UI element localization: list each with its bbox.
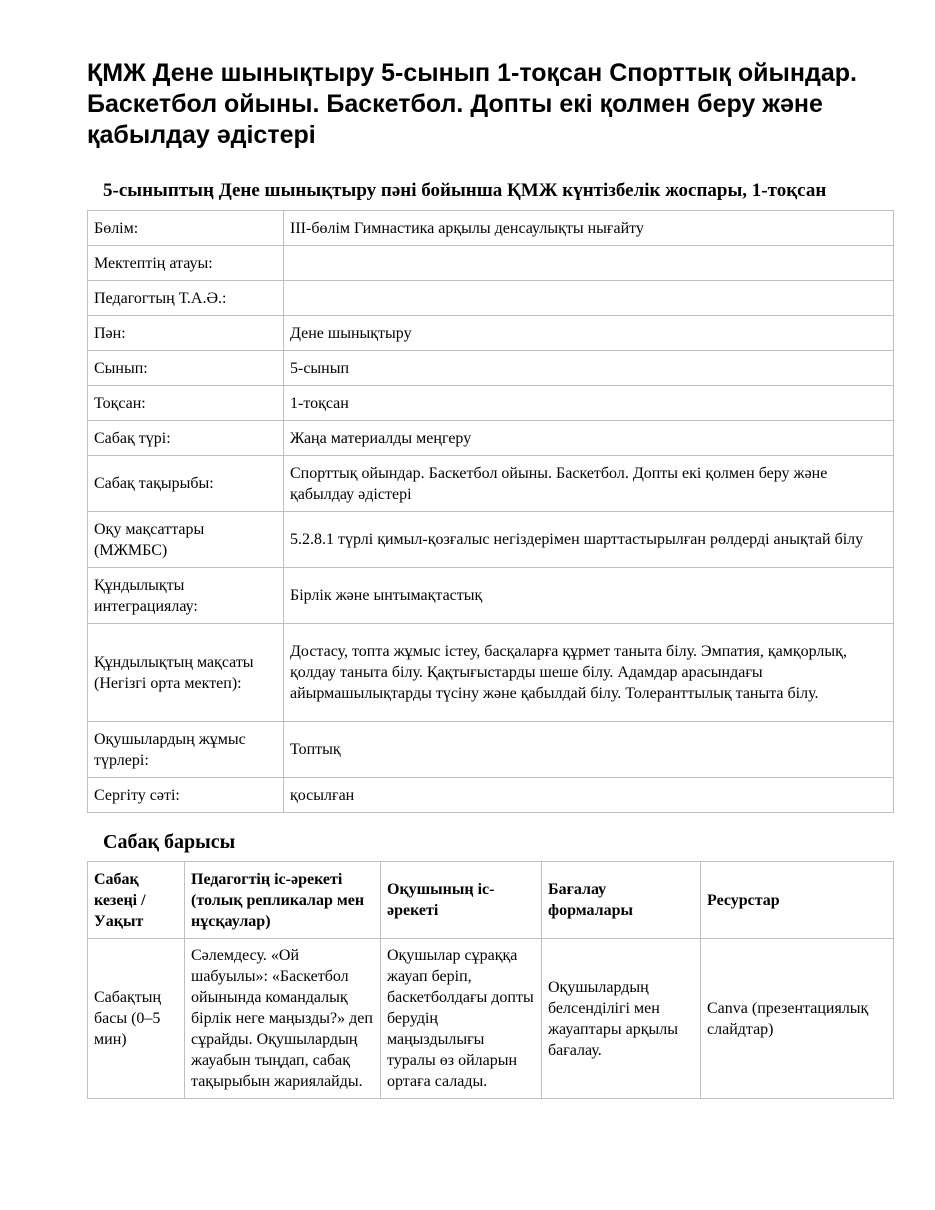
table-row [88,456,894,512]
row-value: 1-тоқсан [284,386,894,421]
row-value: Жаңа материалды меңгеру [284,421,894,456]
row-label: Сабақ тақырыбы: [88,456,284,512]
table-row [88,568,894,624]
row-label: Құндылықты интеграциялау: [88,568,284,624]
column-header-student: Оқушының іс-әрекеті [381,862,542,939]
row-label: Оқу мақсаттары (МЖМБС) [88,512,284,568]
lesson-table [87,861,894,1099]
row-label: Құндылықтың мақсаты (Негізгі орта мектеп): [88,624,284,722]
document-page [87,58,893,1099]
column-header-assessment: Бағалау формалары [542,862,701,939]
table-header-row [88,862,894,939]
table-row [88,351,894,386]
table-row [88,939,894,1099]
table-row [88,624,894,722]
table-row [88,316,894,351]
row-value: 5-сынып [284,351,894,386]
row-value: қосылған [284,778,894,813]
table-row [88,778,894,813]
row-label: Сынып: [88,351,284,386]
row-label: Тоқсан: [88,386,284,421]
row-value: Бірлік және ынтымақтастық [284,568,894,624]
row-value [284,281,894,316]
column-header-stage: Сабақ кезеңі / Уақыт [88,862,185,939]
row-label: Сергіту сәті: [88,778,284,813]
plan-heading: 5-сыныптың Дене шынықтыру пәні бойынша ҚМЖ күнтізбелік жоспары, 1-тоқсан [103,180,827,201]
row-label: Сабақ түрі: [88,421,284,456]
row-label: Пән: [88,316,284,351]
row-value: Спорттық ойындар. Баскетбол ойыны. Баскетбол. Допты екі қолмен беру және қабылдау әдістері [284,456,894,512]
table-row [88,211,894,246]
lesson-heading: Сабақ барысы [103,831,236,853]
table-row [88,281,894,316]
column-header-teacher: Педагогтің іс-әрекеті (толық репликалар мен нұсқаулар) [185,862,381,939]
table-row [88,386,894,421]
table-row [88,512,894,568]
row-label: Оқушылардың жұмыс түрлері: [88,722,284,778]
table-row [88,246,894,281]
row-value: Топтық [284,722,894,778]
assessment-cell: Оқушылардың белсенділігі мен жауаптары арқылы бағалау. [542,939,701,1099]
resources-cell: Canva (презентациялық слайдтар) [701,939,894,1099]
teacher-cell: Сәлемдесу. «Ой шабуылы»: «Баскетбол ойынында командалық бірлік неге маңызды?» деп сұрайды. Оқушылардың жауабын тыңдап, сабақ тақырыбын жариялайды. [185,939,381,1099]
row-label: Педагогтың Т.А.Ә.: [88,281,284,316]
plan-info-table [87,210,894,813]
row-value: Достасу, топта жұмыс істеу, басқаларға құрмет таныта білу. Эмпатия, қамқорлық, қолдау таныта білу. Қақтығыстарды шеше білу. Адамдар арасындағы айырмашылықтарды түсіну және қабылдай білу. Толеранттылық таныта білу. [284,624,894,722]
table-row [88,421,894,456]
row-label: Мектептің атауы: [88,246,284,281]
row-value: Дене шынықтыру [284,316,894,351]
row-value: 5.2.8.1 түрлі қимыл-қозғалыс негіздерімен шарттастырылған рөлдерді анықтай білу [284,512,894,568]
table-row [88,722,894,778]
stage-cell: Сабақтың басы (0–5 мин) [88,939,185,1099]
column-header-resources: Ресурстар [701,862,894,939]
row-label: Бөлім: [88,211,284,246]
row-value: ІІІ-бөлім Гимнастика арқылы денсаулықты нығайту [284,211,894,246]
document-title: ҚМЖ Дене шынықтыру 5-сынып 1-тоқсан Спорттық ойындар. Баскетбол ойыны. Баскетбол. Допты екі қолмен беру және қабылдау әдістері [87,59,857,149]
row-value [284,246,894,281]
student-cell: Оқушылар сұраққа жауап беріп, баскетболдағы допты берудің маңыздылығы туралы өз ойларын ортаға салады. [381,939,542,1099]
